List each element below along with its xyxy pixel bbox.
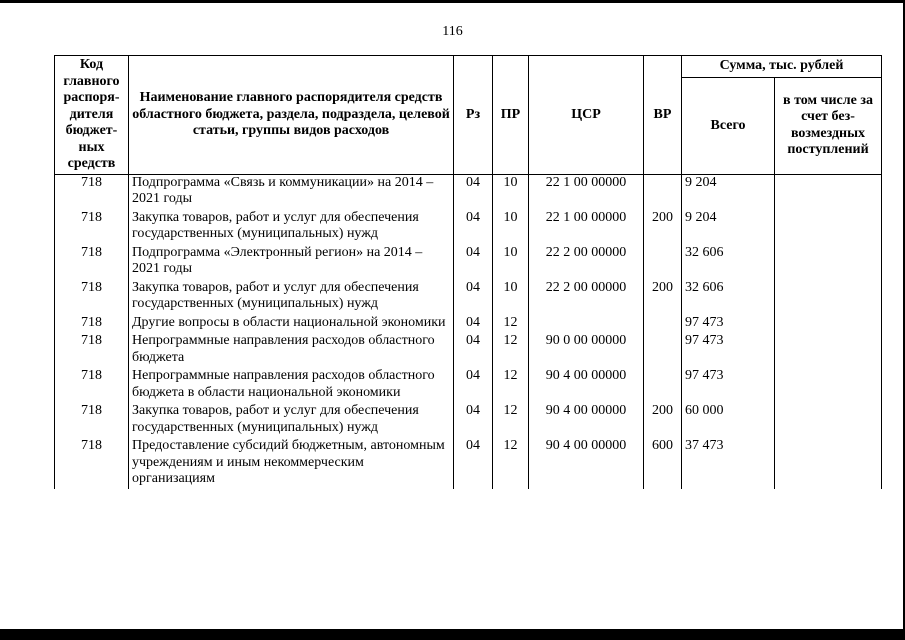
cell-name: Подпрограмма «Связь и коммуникации» на 2014 – 2021 годы <box>129 174 454 209</box>
cell-grants <box>775 314 882 333</box>
cell-rz: 04 <box>454 332 493 367</box>
cell-pr: 10 <box>493 244 529 279</box>
header-sum-group: Сумма, тыс. рублей <box>682 56 882 78</box>
cell-vr <box>644 332 682 367</box>
cell-csr: 22 2 00 00000 <box>529 279 644 314</box>
cell-total: 97 473 <box>682 332 775 367</box>
table-body <box>55 174 882 489</box>
table-row <box>55 402 882 437</box>
header-vr: ВР <box>644 56 682 175</box>
cell-vr: 200 <box>644 209 682 244</box>
cell-rz: 04 <box>454 367 493 402</box>
header-total: Всего <box>682 78 775 175</box>
cell-csr: 90 0 00 00000 <box>529 332 644 367</box>
table-row <box>55 437 882 489</box>
cell-total: 97 473 <box>682 314 775 333</box>
cell-code: 718 <box>55 174 129 209</box>
cell-pr: 12 <box>493 402 529 437</box>
page-number: 116 <box>442 24 463 39</box>
cell-name: Закупка товаров, работ и услуг для обеспечения государственных (муниципальных) нужд <box>129 402 454 437</box>
cell-rz: 04 <box>454 437 493 489</box>
cell-total: 9 204 <box>682 174 775 209</box>
cell-pr: 12 <box>493 314 529 333</box>
cell-total: 32 606 <box>682 244 775 279</box>
cell-code: 718 <box>55 367 129 402</box>
cell-csr: 90 4 00 00000 <box>529 367 644 402</box>
cell-pr: 10 <box>493 279 529 314</box>
cell-name: Закупка товаров, работ и услуг для обеспечения государственных (муниципальных) нужд <box>129 209 454 244</box>
cell-csr: 22 2 00 00000 <box>529 244 644 279</box>
cell-rz: 04 <box>454 174 493 209</box>
cell-csr: 22 1 00 00000 <box>529 174 644 209</box>
table-row <box>55 332 882 367</box>
cell-code: 718 <box>55 332 129 367</box>
table-row <box>55 209 882 244</box>
table-row <box>55 279 882 314</box>
cell-vr <box>644 314 682 333</box>
cell-name: Предоставление субсидий бюджетным, автономным учреждениям и иным некоммерческим организациям <box>129 437 454 489</box>
cell-pr: 10 <box>493 174 529 209</box>
cell-pr: 12 <box>493 367 529 402</box>
table-row <box>55 367 882 402</box>
cell-total: 60 000 <box>682 402 775 437</box>
cell-total: 32 606 <box>682 279 775 314</box>
cell-vr <box>644 244 682 279</box>
cell-pr: 12 <box>493 437 529 489</box>
cell-rz: 04 <box>454 314 493 333</box>
header-rz: Рз <box>454 56 493 175</box>
cell-vr: 600 <box>644 437 682 489</box>
cell-grants <box>775 367 882 402</box>
cell-name: Закупка товаров, работ и услуг для обеспечения государственных (муниципальных) нужд <box>129 279 454 314</box>
cell-code: 718 <box>55 209 129 244</box>
cell-total: 9 204 <box>682 209 775 244</box>
cell-rz: 04 <box>454 402 493 437</box>
table-row <box>55 314 882 333</box>
header-code: Код главного распоря-дителя бюджет-ных средств <box>55 56 129 175</box>
cell-name: Подпрограмма «Электронный регион» на 2014 – 2021 годы <box>129 244 454 279</box>
cell-grants <box>775 437 882 489</box>
cell-grants <box>775 244 882 279</box>
header-csr: ЦСР <box>529 56 644 175</box>
cell-total: 37 473 <box>682 437 775 489</box>
header-name: Наименование главного распорядителя средств областного бюджета, раздела, подраздела, целевой статьи, группы видов расходов <box>129 56 454 175</box>
cell-code: 718 <box>55 244 129 279</box>
cell-code: 718 <box>55 437 129 489</box>
cell-csr: 22 1 00 00000 <box>529 209 644 244</box>
header-incl-grants: в том числе за счет без-возмездных поступлений <box>775 78 882 175</box>
cell-grants <box>775 174 882 209</box>
header-pr: ПР <box>493 56 529 175</box>
cell-code: 718 <box>55 314 129 333</box>
cell-grants <box>775 332 882 367</box>
cell-vr <box>644 174 682 209</box>
cell-csr: 90 4 00 00000 <box>529 437 644 489</box>
cell-code: 718 <box>55 402 129 437</box>
cell-csr: 90 4 00 00000 <box>529 402 644 437</box>
cell-vr <box>644 367 682 402</box>
cell-pr: 10 <box>493 209 529 244</box>
cell-name: Другие вопросы в области национальной экономики <box>129 314 454 333</box>
cell-total: 97 473 <box>682 367 775 402</box>
table-row <box>55 174 882 209</box>
cell-vr: 200 <box>644 402 682 437</box>
scan-top-border <box>0 0 905 3</box>
cell-grants <box>775 279 882 314</box>
cell-vr: 200 <box>644 279 682 314</box>
cell-rz: 04 <box>454 279 493 314</box>
budget-table <box>54 55 882 489</box>
table-header <box>55 56 882 175</box>
cell-grants <box>775 209 882 244</box>
cell-grants <box>775 402 882 437</box>
scan-bottom-border <box>0 629 905 640</box>
cell-code: 718 <box>55 279 129 314</box>
cell-pr: 12 <box>493 332 529 367</box>
cell-csr <box>529 314 644 333</box>
cell-name: Непрограммные направления расходов областного бюджета <box>129 332 454 367</box>
cell-rz: 04 <box>454 209 493 244</box>
table-row <box>55 244 882 279</box>
cell-name: Непрограммные направления расходов областного бюджета в области национальной экономики <box>129 367 454 402</box>
cell-rz: 04 <box>454 244 493 279</box>
